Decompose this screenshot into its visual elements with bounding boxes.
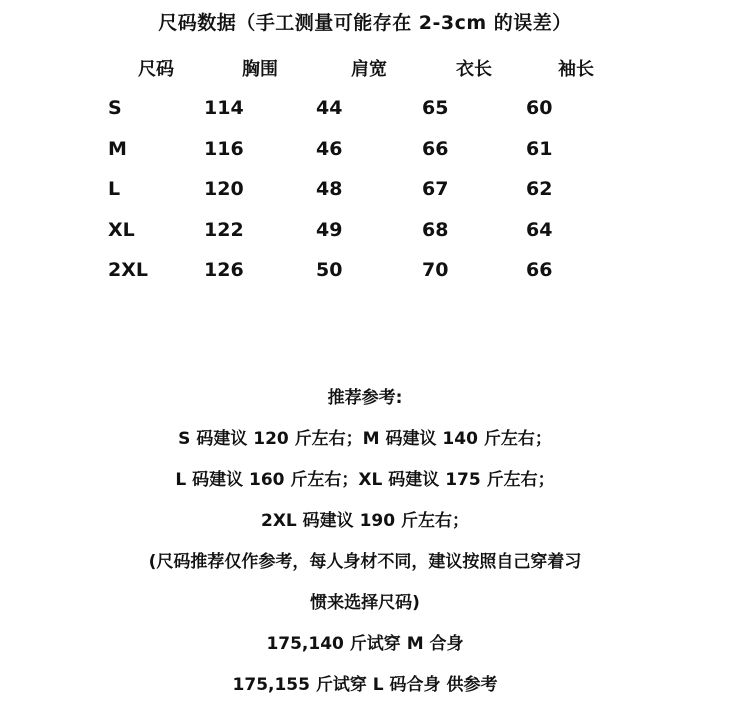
cell-size: XL (108, 218, 135, 241)
cell-shoulder: 50 (316, 259, 343, 282)
cell-size: S (108, 97, 122, 120)
recommendation-note: 惯来选择尺码) (310, 593, 420, 613)
header-length: 衣长 (456, 59, 492, 80)
recommendation-note: (尺码推荐仅作参考，每人身材不同，建议按照自己穿着习 (148, 552, 582, 572)
size-table (108, 48, 626, 291)
table-row (108, 129, 626, 170)
fit-example: 175,140 斤试穿 M 合身 (266, 634, 464, 654)
cell-size: 2XL (108, 259, 148, 282)
table-row (108, 210, 626, 251)
cell-length: 67 (422, 178, 449, 201)
cell-chest: 116 (204, 137, 244, 160)
cell-shoulder: 46 (316, 137, 343, 160)
recommendation-line: 2XL 码建议 190 斤左右； (260, 511, 469, 531)
header-shoulder: 肩宽 (351, 59, 387, 80)
cell-size: L (108, 178, 121, 201)
cell-chest: 122 (204, 218, 244, 241)
cell-sleeve: 64 (526, 218, 553, 241)
cell-chest: 114 (204, 97, 244, 120)
recommendation-line: S 码建议 120 斤左右；M 码建议 140 斤左右； (178, 429, 552, 449)
header-sleeve: 袖长 (558, 59, 594, 80)
cell-sleeve: 61 (526, 137, 553, 160)
table-row (108, 169, 626, 210)
cell-chest: 120 (204, 178, 244, 201)
cell-shoulder: 44 (316, 97, 343, 120)
recommendation-heading: 推荐参考: (327, 388, 403, 408)
header-chest: 胸围 (242, 59, 278, 80)
cell-chest: 126 (204, 259, 244, 282)
cell-sleeve: 62 (526, 178, 553, 201)
cell-size: M (108, 137, 127, 160)
table-header-row (108, 48, 626, 88)
cell-shoulder: 48 (316, 178, 343, 201)
cell-length: 70 (422, 259, 449, 282)
recommendation-section (0, 378, 730, 706)
cell-sleeve: 66 (526, 259, 553, 282)
header-size: 尺码 (138, 59, 174, 80)
cell-length: 68 (422, 218, 449, 241)
table-row (108, 88, 626, 129)
fit-example: 175,155 斤试穿 L 码合身 供参考 (232, 675, 498, 695)
cell-shoulder: 49 (316, 218, 343, 241)
table-row (108, 250, 626, 291)
cell-sleeve: 60 (526, 97, 553, 120)
recommendation-line: L 码建议 160 斤左右；XL 码建议 175 斤左右； (175, 470, 555, 490)
cell-length: 66 (422, 137, 449, 160)
cell-length: 65 (422, 97, 449, 120)
page-title: 尺码数据（手工测量可能存在 2-3cm 的误差） (158, 12, 572, 34)
